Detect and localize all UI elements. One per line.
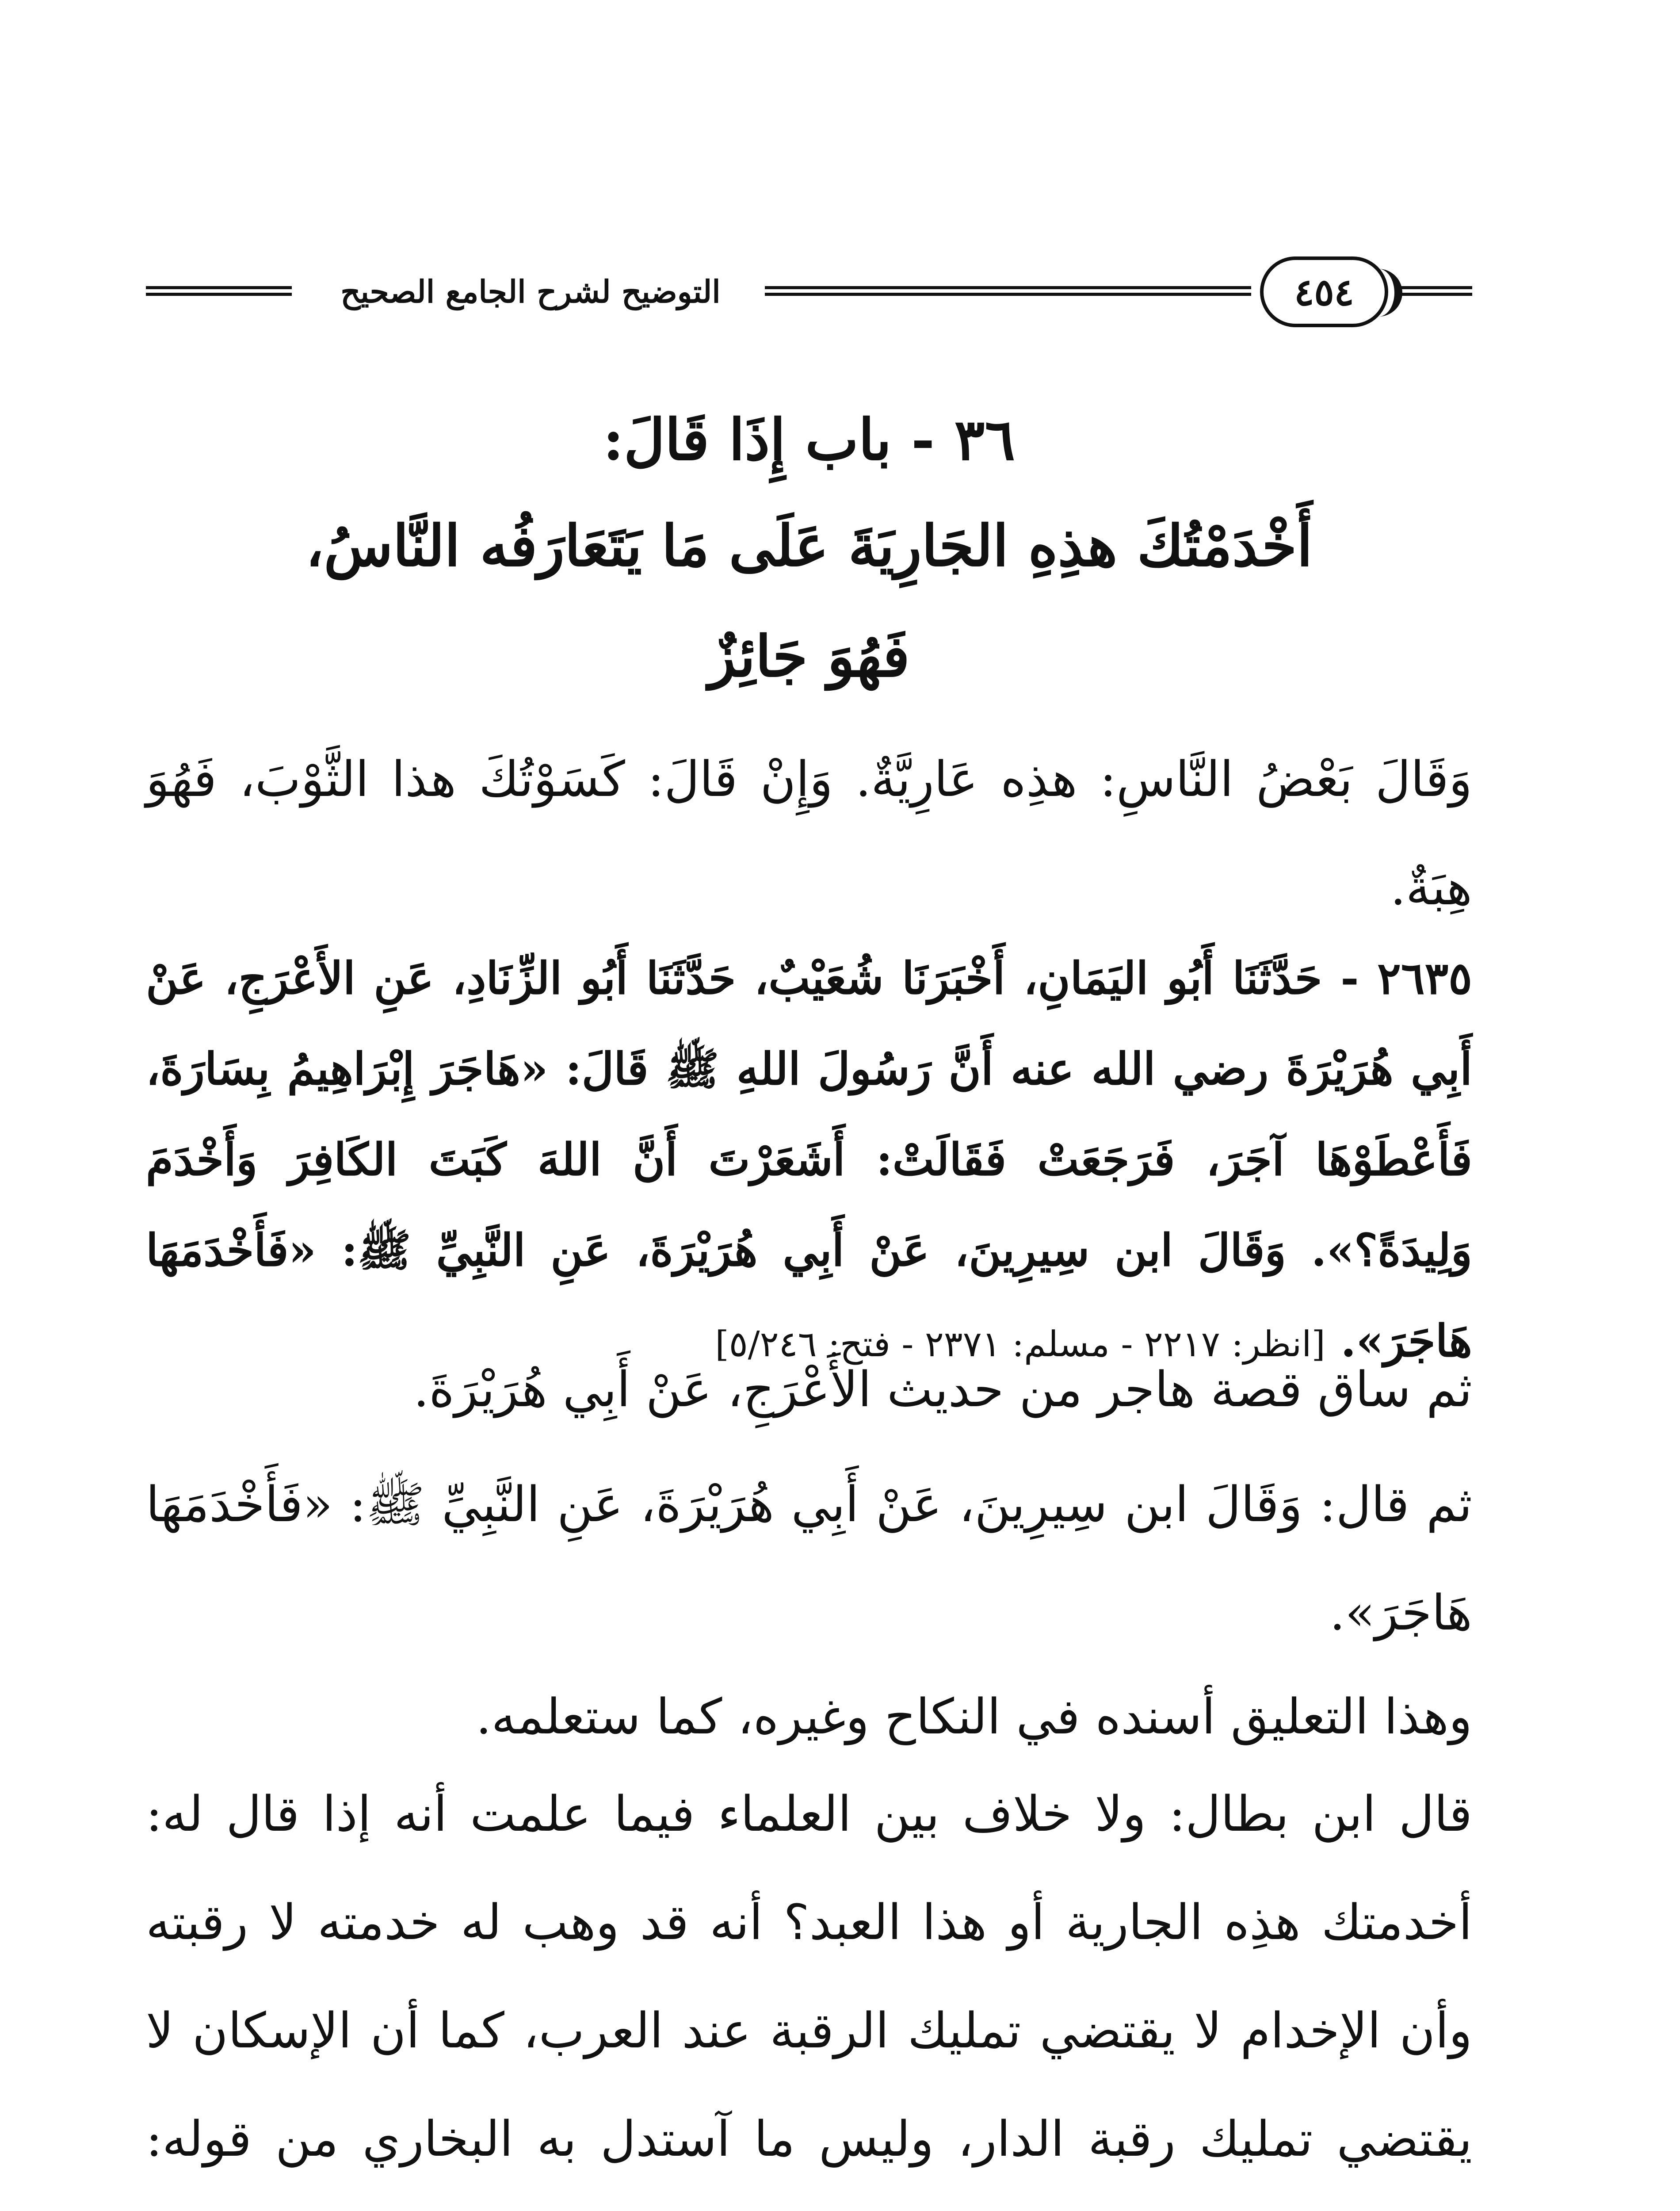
chapter-title-line-3: فَهُوَ جَائِزٌ <box>708 624 910 690</box>
chapter-title-line-2: أَخْدَمْتُكَ هذِهِ الجَارِيَةَ عَلَى مَا يَتَعَارَفُه النَّاسُ، <box>305 513 1313 579</box>
hadith-body: ٢٦٣٥ - حَدَّثَنَا أَبُو اليَمَانِ، أَخْبَرَنَا شُعَيْبٌ، حَدَّثَنَا أَبُو الزِّنَادِ، عَنِ الأَعْرَجِ، عَنْ أَبِي هُرَيْرَةَ رضي الله عنه أَنَّ رَسُولَ اللهِ ﷺ قَالَ: «هَاجَرَ إِبْرَاهِيمُ بِسَارَةَ، فَأَعْطَوْهَا آجَرَ، فَرَجَعَتْ فَقَالَتْ: أَشَعَرْتَ أَنَّ اللهَ كَبَتَ الكَافِرَ وَأَخْدَمَ وَلِيدَةً؟». وَقَالَ ابن سِيرِينَ، عَنْ أَبِي هُرَيْرَةَ، عَنِ النَّبِيِّ ﷺ: «فَأَخْدَمَهَا هَاجَرَ». <box>146 952 1472 1367</box>
paragraph-1 <box>146 1335 1472 1444</box>
paragraph-3 <box>146 1663 1472 1771</box>
paragraph-text: وهذا التعليق أسنده في النكاح وغيره، كما ستعلمه. <box>476 1688 1472 1745</box>
header-rule-left <box>146 286 292 296</box>
page-number: ٤٥٤ <box>1260 256 1388 327</box>
running-title: التوضيح لشرح الجامع الصحيح <box>340 273 721 310</box>
header-rule-right <box>1397 286 1472 296</box>
hadith-text <box>146 933 1472 1389</box>
intro-text: وَقَالَ بَعْضُ النَّاسِ: هذِه عَارِيَّةٌ. وَإِنْ قَالَ: كَسَوْتُكَ هذا الثَّوْبَ، فَهُوَ هِبَةٌ. <box>146 751 1472 916</box>
paragraph-4 <box>146 1760 1472 2211</box>
paragraph-2 <box>146 1450 1472 1667</box>
header-rule-middle <box>765 286 1251 296</box>
paragraph-text: ثم ساق قصة هاجر من حديث الأَعْرَجِ، عَنْ أَبِي هُرَيْرَةَ. <box>413 1361 1472 1418</box>
hadith-block <box>146 933 1472 1389</box>
running-header <box>146 248 1472 336</box>
paragraph-text: قال ابن بطال: ولا خلاف بين العلماء فيما علمت أنه إذا قال له: أخدمتك هذِه الجارية أو هذا العبد؟ أنه قد وهب له خدمته لا رقبته وأن الإخدام لا يقتضي تمليك الرقبة عند العرب، كما أن الإسكان لا يقتضي تمليك رقبة الدار، وليس ما آستدل به البخاري من قوله: <box>146 1786 1472 2167</box>
intro-paragraph <box>146 725 1472 942</box>
paragraph-text: ثم قال: وَقَالَ ابن سِيرِينَ، عَنْ أَبِي هُرَيْرَةَ، عَنِ النَّبِيِّ ﷺ: «فَأَخْدَمَهَا هَاجَرَ». <box>146 1476 1472 1641</box>
chapter-number-title: ٣٦ - باب إِذَا قَالَ: <box>603 407 1016 473</box>
chapter-heading <box>146 389 1472 712</box>
book-page <box>146 0 1472 2211</box>
hadith-reference: [انظر: ٢٢١٧ - مسلم: ٢٣٧١ - فتح: ٥/٢٤٦] <box>715 1324 1325 1365</box>
